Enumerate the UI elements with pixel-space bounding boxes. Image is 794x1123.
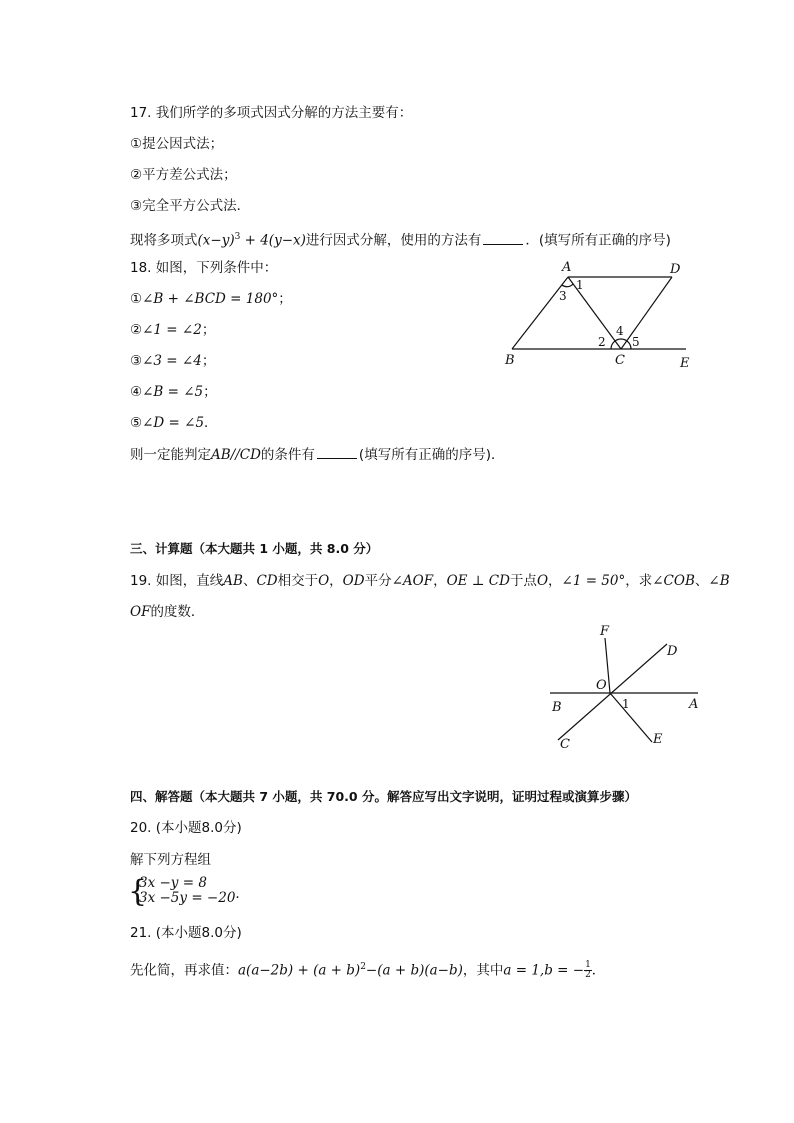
- q18-condition-4: ④∠B = ∠5；: [130, 384, 217, 400]
- q21-fraction: $\frac{1}{2}$: [585, 960, 591, 980]
- q18-line-ab: [512, 277, 568, 349]
- q19-line-cd: [558, 644, 667, 740]
- q18-label-c: C: [615, 353, 625, 368]
- q19-label-d: D: [667, 644, 678, 659]
- q18-angle-2: 2: [598, 335, 606, 349]
- q18-angle-5: 5: [632, 335, 640, 349]
- q19-figure: [545, 622, 705, 752]
- q20-prompt: 解下列方程组: [130, 852, 211, 868]
- q19-line-oe: [610, 693, 652, 742]
- q18-line-dc: [621, 277, 672, 349]
- q19-line-2: OF的度数．: [130, 604, 205, 620]
- q19-label-o: O: [596, 678, 607, 693]
- q17-method-1: ①提公因式法；: [130, 136, 224, 152]
- q21-heading: 21. (本小题8.0分): [130, 925, 242, 941]
- q19-label-a: A: [689, 697, 699, 712]
- q18-condition-1: ①∠B + ∠BCD = 180°；: [130, 291, 292, 307]
- q18-stem: 18. 如图，下列条件中：: [130, 260, 278, 276]
- q17-stem: 17. 我们所学的多项式因式分解的方法主要有：: [130, 105, 413, 121]
- q21-expression: 先化简，再求值：$a(a-2b) + (a + b)^2-(a + b)(a-b)$，其中a = 1,b = − $\frac{1}{2}$ ．: [130, 960, 606, 980]
- q18-label-d: D: [670, 262, 681, 277]
- q18-condition-2: ②∠1 = ∠2；: [130, 322, 216, 338]
- q19-label-e: E: [653, 732, 663, 747]
- q19-label-c: C: [560, 737, 570, 752]
- q19-label-f: F: [600, 624, 610, 639]
- q18-question: 则一定能判定AB//CD的条件有 (填写所有正确的序号)．: [130, 447, 505, 463]
- q18-angle-arc-a: [562, 284, 573, 287]
- q19-angle-1: 1: [622, 697, 630, 711]
- q19-line-1: 19. 如图，直线AB、CD相交于O，OD平分∠AOF，OE ⊥ CD于点O，∠1 = 50°，求∠COB、∠B: [130, 573, 730, 589]
- q18-label-a: A: [562, 260, 572, 275]
- q18-angle-4: 4: [616, 324, 624, 338]
- q18-label-e: E: [680, 356, 690, 368]
- q18-angle-1: 1: [576, 278, 584, 292]
- q20-equation-1: 3x −y = 8: [139, 875, 207, 891]
- q19-label-b: B: [552, 700, 562, 715]
- q18-answer-blank[interactable]: [317, 446, 357, 459]
- q18-condition-3: ③∠3 = ∠4；: [130, 353, 216, 369]
- q17-method-2: ②平方差公式法；: [130, 167, 237, 183]
- section-4-title: 四、解答题（本大题共 7 小题，共 70.0 分。解答应写出文字说明，证明过程或演算步骤）: [130, 789, 637, 804]
- q18-label-b: B: [505, 353, 515, 368]
- q18-angle-3: 3: [559, 289, 567, 303]
- q20-equation-2: 3x −5y = −20·: [139, 890, 240, 906]
- q20-heading: 20. (本小题8.0分): [130, 820, 242, 836]
- q20-system-brace: {: [128, 874, 148, 909]
- section-3-title: 三、计算题（本大题共 1 小题，共 8.0 分）: [130, 541, 379, 556]
- q17-answer-blank[interactable]: [483, 232, 523, 245]
- q17-question: 现将多项式$(x-y)^3 + 4(y-x)$进行因式分解，使用的方法有 ．(填写所有正确的序号): [130, 232, 671, 249]
- q18-figure: [500, 258, 700, 368]
- q17-method-3: ③完全平方公式法．: [130, 198, 251, 214]
- q18-condition-5: ⑤∠D = ∠5．: [130, 415, 218, 431]
